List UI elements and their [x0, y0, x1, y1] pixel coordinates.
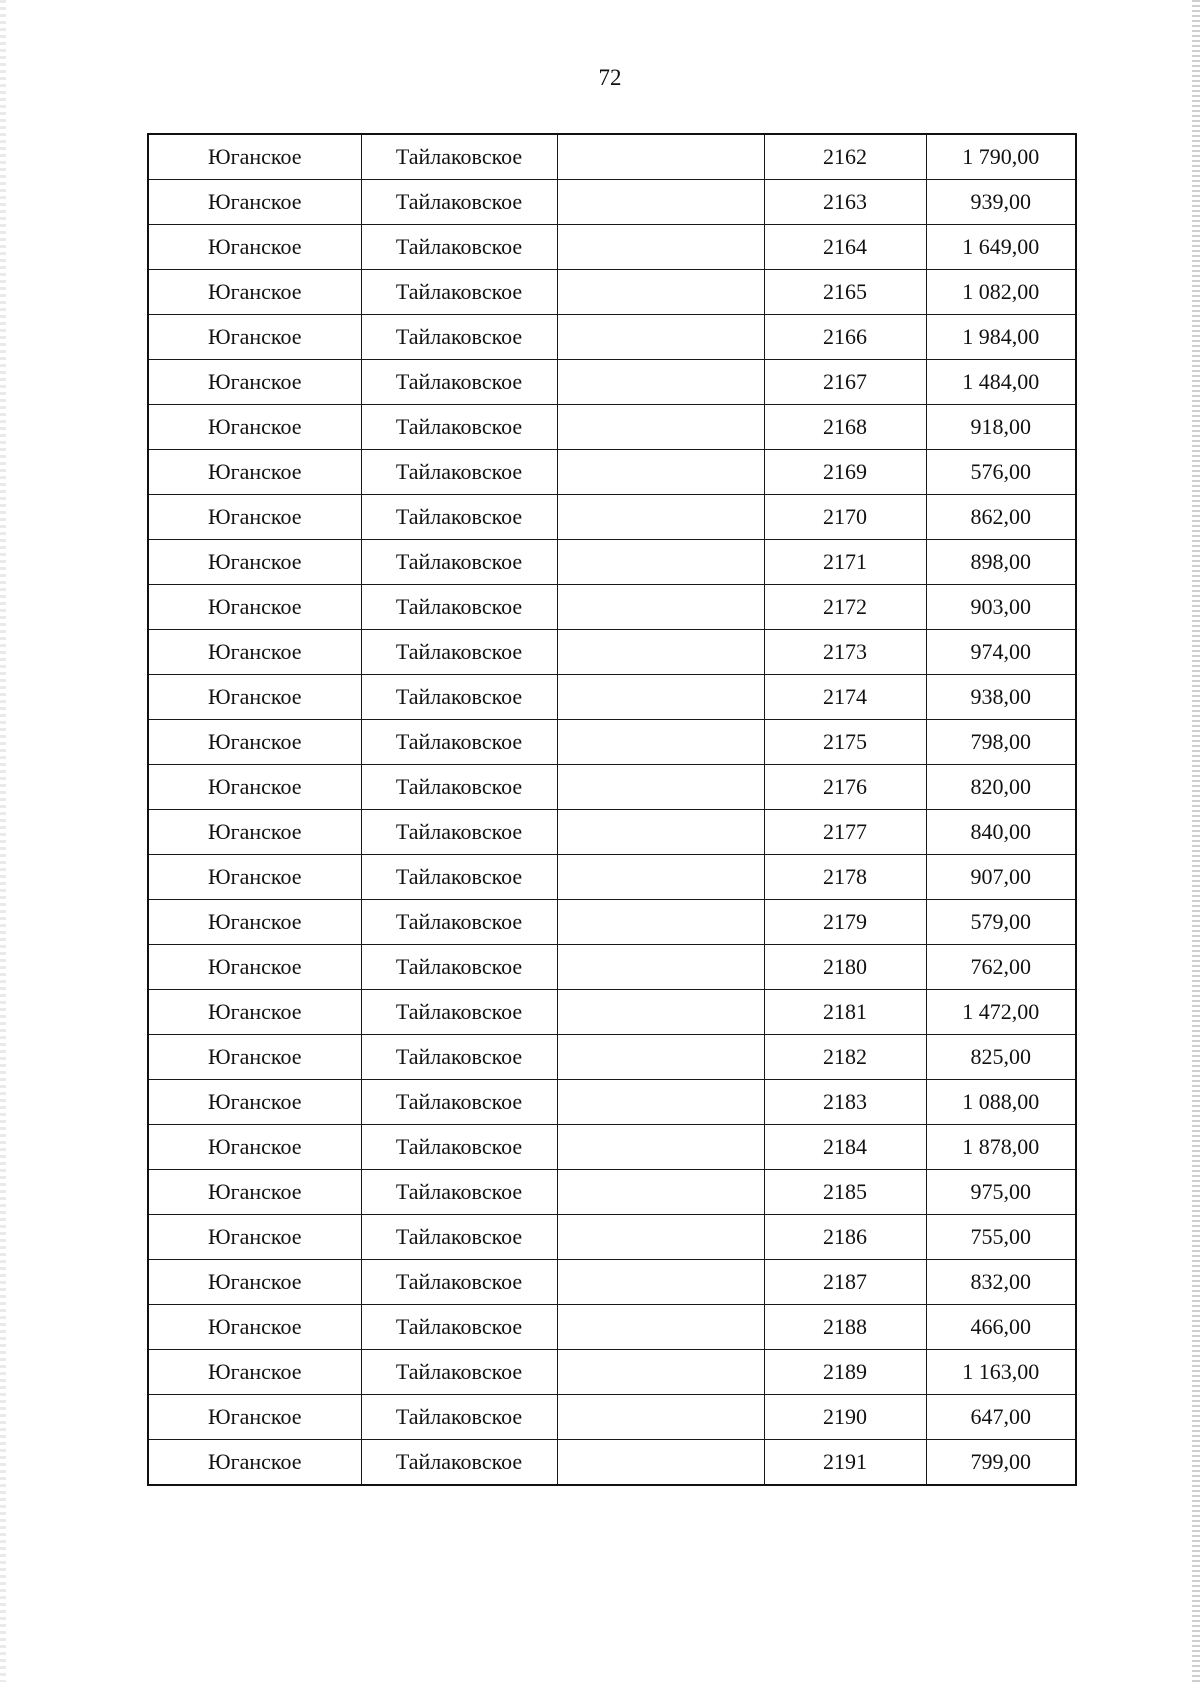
table-row [148, 315, 1076, 360]
table-row [148, 450, 1076, 495]
cell-number: 2189 [764, 1350, 926, 1395]
cell-field: Юганское [148, 1170, 361, 1215]
cell-field: Юганское [148, 630, 361, 675]
cell-area: Тайлаковское [361, 1350, 557, 1395]
cell-area: Тайлаковское [361, 1170, 557, 1215]
cell-area: Тайлаковское [361, 134, 557, 180]
cell-empty [557, 990, 764, 1035]
cell-empty [557, 540, 764, 585]
cell-number: 2170 [764, 495, 926, 540]
cell-number: 2182 [764, 1035, 926, 1080]
cell-empty [557, 1350, 764, 1395]
cell-empty [557, 1035, 764, 1080]
cell-field: Юганское [148, 315, 361, 360]
cell-value: 939,00 [926, 180, 1076, 225]
cell-empty [557, 585, 764, 630]
cell-number: 2187 [764, 1260, 926, 1305]
cell-area: Тайлаковское [361, 360, 557, 405]
cell-area: Тайлаковское [361, 630, 557, 675]
table-row [148, 1035, 1076, 1080]
table-row [148, 1125, 1076, 1170]
table-row [148, 900, 1076, 945]
cell-value: 647,00 [926, 1395, 1076, 1440]
cell-value: 975,00 [926, 1170, 1076, 1215]
table-row [148, 495, 1076, 540]
table-row [148, 945, 1076, 990]
cell-field: Юганское [148, 585, 361, 630]
cell-field: Юганское [148, 1260, 361, 1305]
table-body [148, 134, 1076, 1485]
cell-value: 1 790,00 [926, 134, 1076, 180]
cell-number: 2162 [764, 134, 926, 180]
cell-field: Юганское [148, 855, 361, 900]
table-row [148, 720, 1076, 765]
cell-empty [557, 1260, 764, 1305]
cell-number: 2167 [764, 360, 926, 405]
cell-number: 2181 [764, 990, 926, 1035]
cell-value: 576,00 [926, 450, 1076, 495]
cell-value: 862,00 [926, 495, 1076, 540]
cell-empty [557, 1170, 764, 1215]
table-row [148, 360, 1076, 405]
cell-empty [557, 1395, 764, 1440]
cell-number: 2178 [764, 855, 926, 900]
cell-area: Тайлаковское [361, 405, 557, 450]
cell-number: 2164 [764, 225, 926, 270]
cell-area: Тайлаковское [361, 765, 557, 810]
cell-empty [557, 450, 764, 495]
cell-area: Тайлаковское [361, 945, 557, 990]
cell-value: 1 082,00 [926, 270, 1076, 315]
cell-empty [557, 1080, 764, 1125]
cell-empty [557, 1215, 764, 1260]
cell-value: 1 484,00 [926, 360, 1076, 405]
scan-edge-left [0, 0, 6, 1682]
cell-empty [557, 945, 764, 990]
cell-number: 2169 [764, 450, 926, 495]
cell-area: Тайлаковское [361, 585, 557, 630]
cell-number: 2185 [764, 1170, 926, 1215]
cell-empty [557, 765, 764, 810]
cell-value: 762,00 [926, 945, 1076, 990]
cell-value: 840,00 [926, 810, 1076, 855]
cell-value: 903,00 [926, 585, 1076, 630]
cell-empty [557, 630, 764, 675]
cell-empty [557, 675, 764, 720]
table-row [148, 1305, 1076, 1350]
cell-number: 2177 [764, 810, 926, 855]
cell-field: Юганское [148, 1305, 361, 1350]
table-row [148, 1170, 1076, 1215]
cell-number: 2165 [764, 270, 926, 315]
table-row [148, 855, 1076, 900]
cell-empty [557, 495, 764, 540]
cell-area: Тайлаковское [361, 1080, 557, 1125]
cell-number: 2188 [764, 1305, 926, 1350]
cell-area: Тайлаковское [361, 900, 557, 945]
table-row [148, 585, 1076, 630]
cell-empty [557, 1440, 764, 1486]
cell-field: Юганское [148, 1440, 361, 1486]
cell-field: Юганское [148, 675, 361, 720]
cell-number: 2179 [764, 900, 926, 945]
cell-value: 825,00 [926, 1035, 1076, 1080]
table-row [148, 810, 1076, 855]
cell-value: 832,00 [926, 1260, 1076, 1305]
cell-number: 2176 [764, 765, 926, 810]
table-row [148, 540, 1076, 585]
cell-field: Юганское [148, 1395, 361, 1440]
cell-field: Юганское [148, 180, 361, 225]
cell-field: Юганское [148, 134, 361, 180]
cell-area: Тайлаковское [361, 1035, 557, 1080]
cell-field: Юганское [148, 990, 361, 1035]
cell-area: Тайлаковское [361, 225, 557, 270]
cell-field: Юганское [148, 360, 361, 405]
table-row [148, 1440, 1076, 1486]
cell-empty [557, 180, 764, 225]
cell-empty [557, 810, 764, 855]
cell-area: Тайлаковское [361, 450, 557, 495]
cell-field: Юганское [148, 1125, 361, 1170]
cell-number: 2163 [764, 180, 926, 225]
cell-area: Тайлаковское [361, 270, 557, 315]
table-row [148, 630, 1076, 675]
table-row [148, 1080, 1076, 1125]
cell-area: Тайлаковское [361, 720, 557, 765]
table-row [148, 225, 1076, 270]
cell-field: Юганское [148, 810, 361, 855]
cell-number: 2174 [764, 675, 926, 720]
cell-number: 2175 [764, 720, 926, 765]
cell-number: 2172 [764, 585, 926, 630]
cell-number: 2190 [764, 1395, 926, 1440]
cell-field: Юганское [148, 1215, 361, 1260]
cell-field: Юганское [148, 495, 361, 540]
cell-value: 918,00 [926, 405, 1076, 450]
table-row [148, 1260, 1076, 1305]
cell-number: 2191 [764, 1440, 926, 1486]
cell-number: 2166 [764, 315, 926, 360]
cell-value: 799,00 [926, 1440, 1076, 1486]
cell-empty [557, 855, 764, 900]
cell-value: 466,00 [926, 1305, 1076, 1350]
cell-value: 1 088,00 [926, 1080, 1076, 1125]
cell-empty [557, 134, 764, 180]
cell-number: 2186 [764, 1215, 926, 1260]
cell-field: Юганское [148, 270, 361, 315]
table-row [148, 1395, 1076, 1440]
table-row [148, 990, 1076, 1035]
table-row [148, 765, 1076, 810]
cell-value: 1 878,00 [926, 1125, 1076, 1170]
cell-area: Тайлаковское [361, 540, 557, 585]
cell-field: Юганское [148, 405, 361, 450]
cell-empty [557, 1305, 764, 1350]
table-row [148, 134, 1076, 180]
cell-area: Тайлаковское [361, 315, 557, 360]
cell-value: 1 649,00 [926, 225, 1076, 270]
cell-field: Юганское [148, 765, 361, 810]
cell-area: Тайлаковское [361, 1125, 557, 1170]
cell-number: 2183 [764, 1080, 926, 1125]
cell-field: Юганское [148, 225, 361, 270]
cell-area: Тайлаковское [361, 990, 557, 1035]
cell-field: Юганское [148, 945, 361, 990]
data-table [147, 133, 1077, 1486]
table-row [148, 405, 1076, 450]
cell-field: Юганское [148, 540, 361, 585]
cell-area: Тайлаковское [361, 675, 557, 720]
cell-empty [557, 720, 764, 765]
cell-number: 2171 [764, 540, 926, 585]
cell-value: 798,00 [926, 720, 1076, 765]
cell-area: Тайлаковское [361, 1440, 557, 1486]
cell-value: 898,00 [926, 540, 1076, 585]
cell-value: 938,00 [926, 675, 1076, 720]
cell-field: Юганское [148, 720, 361, 765]
page-number: 72 [598, 65, 622, 90]
cell-field: Юганское [148, 900, 361, 945]
cell-area: Тайлаковское [361, 1305, 557, 1350]
cell-empty [557, 315, 764, 360]
cell-value: 907,00 [926, 855, 1076, 900]
table-row [148, 180, 1076, 225]
cell-field: Юганское [148, 1080, 361, 1125]
table-row [148, 1215, 1076, 1260]
cell-empty [557, 900, 764, 945]
cell-number: 2173 [764, 630, 926, 675]
table-row [148, 1350, 1076, 1395]
cell-empty [557, 405, 764, 450]
cell-value: 1 472,00 [926, 990, 1076, 1035]
cell-empty [557, 360, 764, 405]
cell-area: Тайлаковское [361, 180, 557, 225]
cell-empty [557, 1125, 764, 1170]
cell-number: 2184 [764, 1125, 926, 1170]
cell-field: Юганское [148, 1350, 361, 1395]
cell-number: 2168 [764, 405, 926, 450]
cell-field: Юганское [148, 1035, 361, 1080]
cell-area: Тайлаковское [361, 1395, 557, 1440]
cell-value: 755,00 [926, 1215, 1076, 1260]
cell-number: 2180 [764, 945, 926, 990]
table-row [148, 270, 1076, 315]
scan-edge-right [1192, 0, 1200, 1682]
cell-area: Тайлаковское [361, 810, 557, 855]
cell-area: Тайлаковское [361, 855, 557, 900]
cell-value: 1 984,00 [926, 315, 1076, 360]
cell-empty [557, 270, 764, 315]
table-row [148, 675, 1076, 720]
cell-area: Тайлаковское [361, 1260, 557, 1305]
cell-value: 974,00 [926, 630, 1076, 675]
cell-value: 579,00 [926, 900, 1076, 945]
cell-empty [557, 225, 764, 270]
cell-value: 820,00 [926, 765, 1076, 810]
cell-area: Тайлаковское [361, 1215, 557, 1260]
cell-area: Тайлаковское [361, 495, 557, 540]
cell-value: 1 163,00 [926, 1350, 1076, 1395]
cell-field: Юганское [148, 450, 361, 495]
